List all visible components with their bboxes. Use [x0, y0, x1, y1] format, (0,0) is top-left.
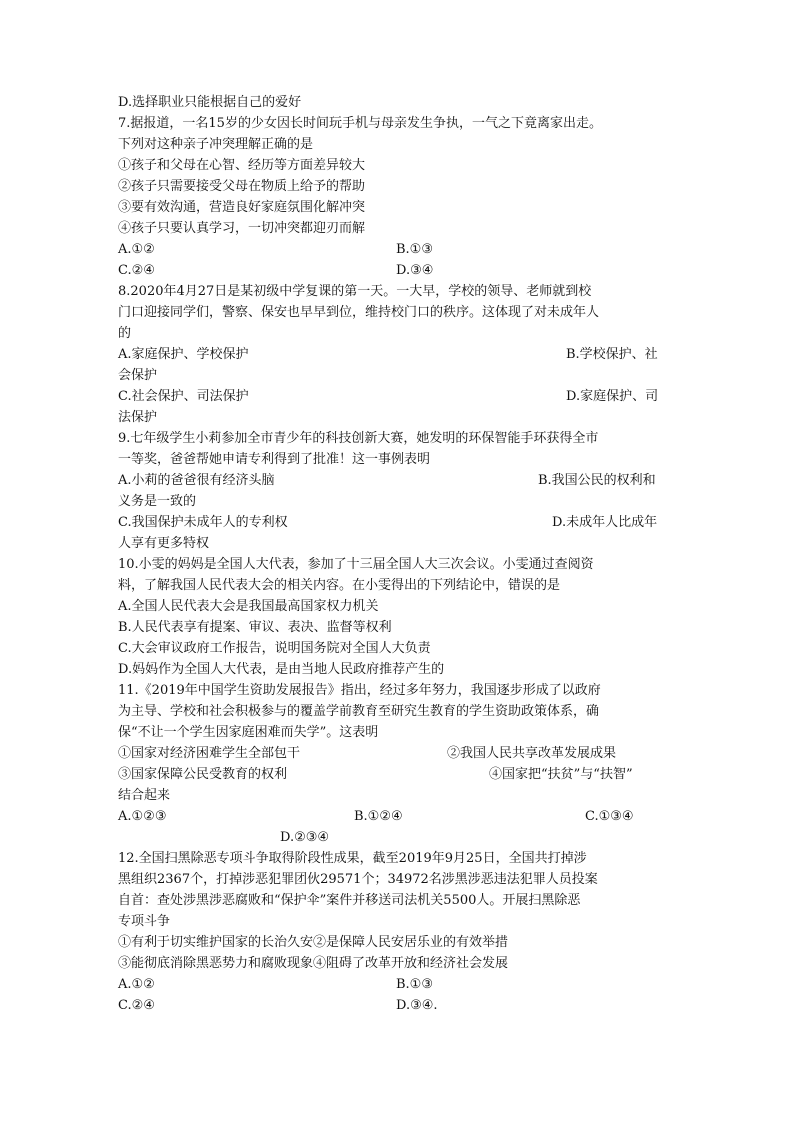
q12-option-a: A.①② [118, 977, 155, 992]
q11-option-a: A.①②③ [118, 809, 167, 824]
q11-statements-row-2 [118, 764, 678, 785]
q8-option-c: C.社会保护、司法保护 [118, 389, 249, 404]
q8-option-b-wrap: 会保护 [118, 368, 158, 383]
q11-option-d: D.②③④ [280, 830, 330, 845]
q7-option-c: C.②④ [118, 263, 155, 278]
q12-options-row-1 [118, 974, 678, 995]
q7-statement-4: ④孩子只要认真学习，一切冲突都迎刃而解 [118, 221, 366, 236]
q8-option-d-wrap: 法保护 [118, 410, 158, 425]
q7-statement-2: ②孩子只需要接受父母在物质上给予的帮助 [118, 179, 366, 194]
exam-page [118, 92, 678, 1016]
q7-stem-line-2: 下列对这种亲子冲突理解正确的是 [118, 137, 314, 152]
q10-option-a: A.全国人民代表大会是我国最高国家权力机关 [118, 599, 379, 614]
q12-option-d: D.③④. [396, 998, 438, 1013]
q7-statement-3: ③要有效沟通，营造良好家庭氛围化解冲突 [118, 200, 366, 215]
q9-stem-line-1: 9.七年级学生小莉参加全市青少年的科技创新大赛，她发明的环保智能手环获得全市 [118, 431, 599, 446]
q12-stem-line-2: 黑组织2367个，打掉涉恶犯罪团伙29571个；34972名涉黑涉恶违法犯罪人员投案 [118, 872, 598, 887]
q8-option-d: D.家庭保护、司 [566, 389, 659, 404]
q8-option-a: A.家庭保护、学校保护 [118, 347, 249, 362]
q10-stem-line-1: 10.小雯的妈妈是全国人大代表，参加了十三届全国人大三次会议。小雯通过查阅资 [118, 557, 594, 572]
q8-options-row-1 [118, 344, 678, 365]
q12-stem-line-1: 12.全国扫黑除恶专项斗争取得阶段性成果，截至2019年9月25日，全国共打掉涉 [118, 851, 587, 866]
q8-stem-line-3: 的 [118, 326, 132, 341]
q9-options-row-1 [118, 470, 678, 491]
q12-stem-line-4: 专项斗争 [118, 914, 171, 929]
q11-stem-line-3: 保“不让一个学生因家庭困难而失学”。这表明 [118, 725, 379, 740]
q12-statements-1-2: ①有利于切实维护国家的长治久安②是保障人民安居乐业的有效举措 [118, 935, 509, 950]
q7-option-d: D.③④ [396, 263, 434, 278]
q11-statements-row-1 [118, 743, 678, 764]
q11-statement-1: ①国家对经济困难学生全部包干 [118, 746, 301, 761]
q11-option-c: C.①③④ [585, 809, 634, 824]
q6-option-d: D.选择职业只能根据自己的爱好 [118, 95, 302, 110]
q9-options-row-2 [118, 512, 678, 533]
q9-option-a: A.小莉的爸爸很有经济头脑 [118, 473, 275, 488]
q12-option-b: B.①③ [396, 977, 433, 992]
q9-option-c: C.我国保护未成年人的专利权 [118, 515, 288, 530]
q7-stem-line-1: 7.据报道，一名15岁的少女因长时间玩手机与母亲发生争执，一气之下竟离家出走。 [118, 116, 602, 131]
q7-options-row-2 [118, 260, 678, 281]
q11-statement-4-wrap: 结合起来 [118, 788, 171, 803]
q8-option-b: B.学校保护、社 [566, 347, 658, 362]
q9-option-b: B.我国公民的权利和 [538, 473, 656, 488]
q11-option-b: B.①②④ [354, 809, 403, 824]
q11-statement-3: ③国家保障公民受教育的权利 [118, 767, 288, 782]
q12-option-c: C.②④ [118, 998, 155, 1013]
q11-statement-4: ④国家把“扶贫”与“扶智” [489, 767, 633, 782]
q12-statements-3-4: ③能彻底消除黑恶势力和腐败现象④阻碍了改革开放和经济社会发展 [118, 956, 509, 971]
q12-options-row-2 [118, 995, 678, 1016]
q7-options-row-1 [118, 239, 678, 260]
q10-option-b: B.人民代表享有提案、审议、表决、监督等权利 [118, 620, 392, 635]
q12-stem-line-3: 自首：查处涉黑涉恶腐败和“保护伞”案件并移送司法机关5500人。开展扫黑除恶 [118, 893, 581, 908]
q11-stem-line-2: 为主导、学校和社会积极参与的覆盖学前教育至研究生教育的学生资助政策体系，确 [118, 704, 600, 719]
q10-option-c: C.大会审议政府工作报告，说明国务院对全国人大负责 [118, 641, 431, 656]
q10-stem-line-2: 料，了解我国人民代表大会的相关内容。在小雯得出的下列结论中，错误的是 [118, 578, 561, 593]
q11-options-row-1 [118, 806, 678, 827]
q10-option-d: D.妈妈作为全国人大代表，是由当地人民政府推荐产生的 [118, 662, 445, 677]
q11-stem-line-1: 11.《2019年中国学生资助发展报告》指出，经过多年努力，我国逐步形成了以政府 [118, 683, 601, 698]
q8-options-row-2 [118, 386, 678, 407]
q9-option-d-wrap: 人享有更多特权 [118, 536, 210, 551]
q11-options-row-2 [118, 827, 678, 848]
q9-option-d: D.未成年人比成年 [552, 515, 658, 530]
q7-option-a: A.①② [118, 242, 155, 257]
q8-stem-line-1: 8.2020年4月27日是某初级中学复课的第一天。一大早，学校的领导、老师就到校 [118, 284, 592, 299]
q8-stem-line-2: 门口迎接同学们，警察、保安也早早到位，维持校门口的秩序。这体现了对未成年人 [118, 305, 600, 320]
q7-statement-1: ①孩子和父母在心智、经历等方面差异较大 [118, 158, 366, 173]
q9-option-b-wrap: 义务是一致的 [118, 494, 197, 509]
q7-option-b: B.①③ [396, 242, 433, 257]
q11-statement-2: ②我国人民共享改革发展成果 [447, 746, 617, 761]
q9-stem-line-2: 一等奖，爸爸帮她申请专利得到了批准！这一事例表明 [118, 452, 431, 467]
